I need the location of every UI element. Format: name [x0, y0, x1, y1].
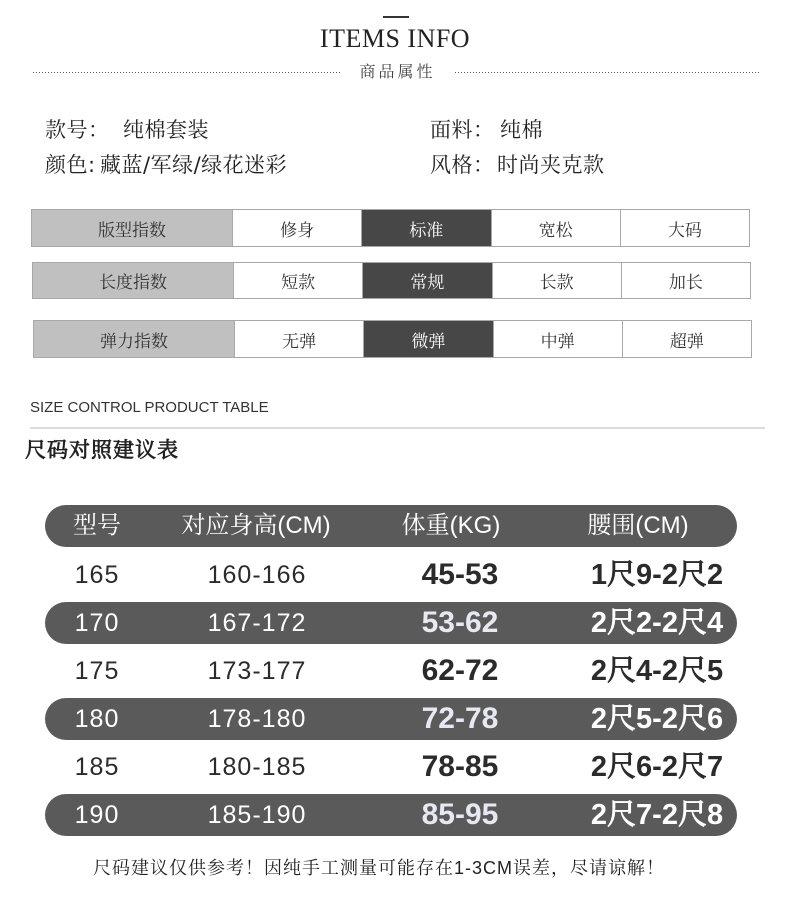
index-option: 长款 [492, 263, 621, 298]
attr-style-value: 时尚夹克款 [497, 153, 605, 177]
index-option: 超弹 [622, 321, 751, 357]
cell-weight: 78-85 [421, 750, 499, 783]
cell-waist: 1尺9-2尺2 [590, 559, 724, 591]
title-ornament [383, 16, 409, 18]
cell-waist: 2尺2-2尺4 [590, 607, 724, 639]
index-option: 短款 [233, 263, 362, 298]
cell-model: 180 [74, 705, 120, 733]
index-label: 长度指数 [33, 263, 233, 298]
header-height: 对应身高(CM) [181, 512, 331, 539]
footer-note: 尺码建议仅供参考！因纯手工测量可能存在1-3CM误差，尽请谅解！ [93, 858, 666, 878]
divider-dotted-right [455, 72, 760, 73]
cell-weight: 72-78 [421, 702, 499, 735]
cell-waist: 2尺7-2尺8 [590, 799, 724, 831]
index-option: 宽松 [491, 210, 620, 246]
cell-height: 160-166 [207, 561, 307, 589]
index-option: 无弹 [234, 321, 363, 357]
cell-model: 185 [74, 753, 120, 781]
attr-color-value: 藏蓝/军绿/绿花迷彩 [100, 153, 288, 177]
section-subtitle: 商品属性 [359, 62, 436, 81]
index-label: 弹力指数 [34, 321, 234, 357]
cell-waist: 2尺4-2尺5 [590, 655, 724, 687]
cell-height: 167-172 [207, 609, 307, 637]
attr-model-value: 纯棉套装 [123, 118, 209, 142]
header-waist: 腰围(CM) [587, 512, 689, 539]
size-table-header [45, 505, 737, 547]
divider-dotted-left [33, 72, 340, 73]
size-table-caption-en: SIZE CONTROL PRODUCT TABLE [30, 399, 269, 416]
index-option: 标准 [361, 210, 490, 246]
size-row [45, 794, 737, 836]
cell-model: 170 [74, 609, 120, 637]
cell-weight: 45-53 [421, 558, 499, 591]
cell-height: 173-177 [207, 657, 307, 685]
cell-height: 180-185 [207, 753, 307, 781]
attr-style-label: 风格： [430, 153, 495, 177]
index-option: 修身 [232, 210, 361, 246]
attr-color-label: 颜色: [45, 153, 96, 177]
size-row [45, 650, 737, 692]
cell-weight: 62-72 [421, 654, 499, 687]
size-row [45, 602, 737, 644]
cell-waist: 2尺6-2尺7 [590, 751, 724, 783]
size-table-caption: 尺码对照建议表 [25, 438, 179, 462]
cell-weight: 53-62 [421, 606, 499, 639]
index-option: 大码 [620, 210, 749, 246]
cell-weight: 85-95 [421, 798, 499, 831]
index-label: 版型指数 [32, 210, 232, 246]
index-option: 常规 [362, 263, 491, 298]
cell-model: 165 [74, 561, 120, 589]
index-option: 加长 [621, 263, 750, 298]
size-row [45, 698, 737, 740]
cell-model: 190 [74, 801, 120, 829]
page-title: ITEMS INFO [319, 24, 471, 53]
attr-fabric-label: 面料： [430, 118, 495, 142]
length-index-row [32, 262, 751, 299]
cell-model: 175 [74, 657, 120, 685]
cell-height: 185-190 [207, 801, 307, 829]
size-row [45, 554, 737, 596]
attr-fabric-value: 纯棉 [500, 118, 543, 142]
header-model: 型号 [73, 512, 121, 539]
index-option: 微弹 [363, 321, 492, 357]
cell-waist: 2尺5-2尺6 [590, 703, 724, 735]
section-divider [30, 427, 765, 429]
index-option: 中弹 [493, 321, 622, 357]
attr-model-label: 款号： [45, 118, 110, 142]
stretch-index-row [33, 320, 752, 358]
size-row [45, 746, 737, 788]
cell-height: 178-180 [207, 705, 307, 733]
header-weight: 体重(KG) [401, 512, 501, 539]
fit-index-row [31, 209, 750, 247]
